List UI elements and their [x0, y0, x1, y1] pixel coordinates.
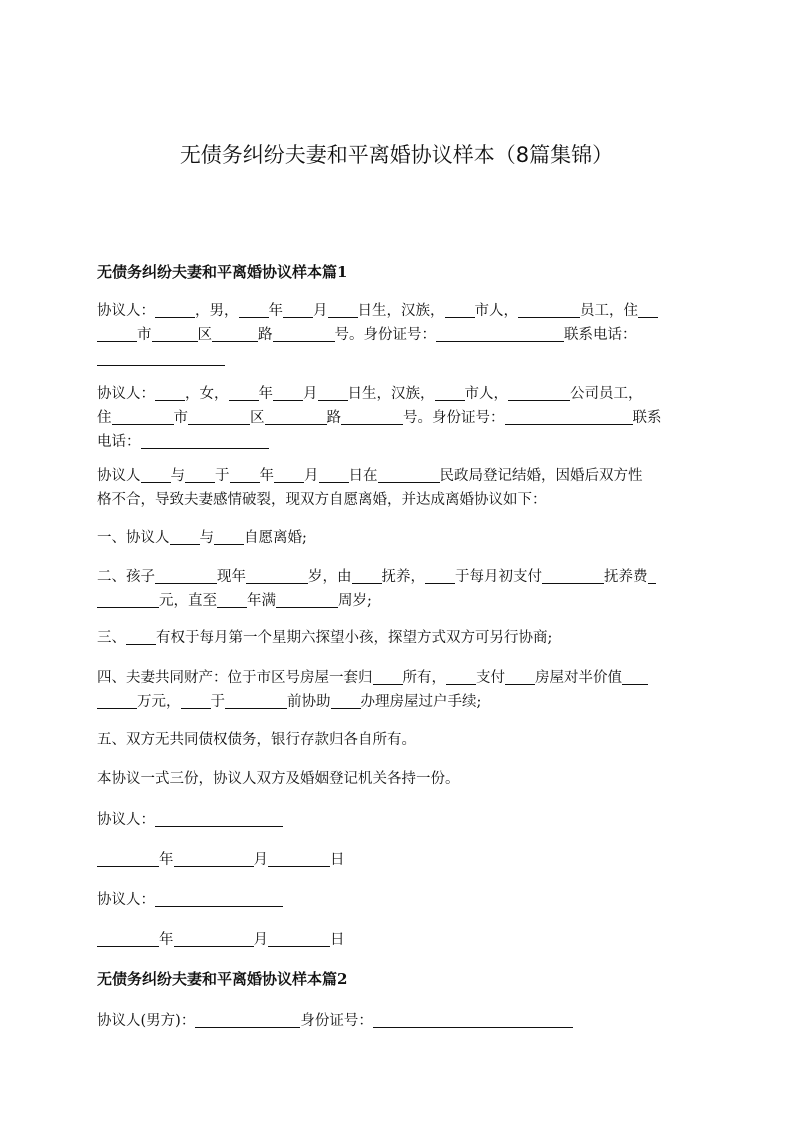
text-segment: 所有， — [402, 670, 446, 686]
blank-field — [225, 692, 287, 709]
blank-field — [265, 408, 327, 425]
blank-field — [446, 668, 476, 685]
blank-field — [331, 692, 361, 709]
text-segment: 日 — [330, 932, 345, 948]
text-segment: 民政局登记结婚，因婚后双方性 — [439, 468, 643, 484]
text-segment: 房屋对半价值 — [535, 670, 622, 686]
blank-field — [341, 408, 403, 425]
text-segment: 于 — [210, 694, 225, 710]
text-segment: 协议人： — [97, 386, 155, 402]
document-title: 无债务纠纷夫妻和平离婚协议样本（8篇集锦） — [179, 143, 614, 167]
blank-field — [505, 408, 633, 425]
blank-field — [622, 668, 648, 685]
blank-field — [648, 567, 656, 584]
blank-field — [97, 850, 159, 867]
blank-field — [373, 668, 403, 685]
text-segment: 路 — [258, 327, 273, 343]
text-segment: 号。身份证号： — [403, 410, 505, 426]
text-segment: 年满 — [247, 593, 276, 609]
text-segment: 抚养费 — [604, 569, 648, 585]
blank-field — [229, 384, 259, 401]
text-segment: 月 — [303, 386, 318, 402]
blank-field — [435, 384, 465, 401]
blank-field — [141, 432, 269, 449]
text-segment: 月 — [253, 852, 268, 868]
text-segment: 员工，住 — [580, 303, 638, 319]
party-man-paragraph — [97, 299, 701, 371]
text-segment: 区 — [197, 327, 212, 343]
text-segment: 自愿离婚; — [244, 530, 307, 546]
text-segment: 与 — [170, 468, 185, 484]
blank-field — [542, 567, 604, 584]
blank-field — [152, 325, 198, 342]
text-segment: 年 — [159, 852, 174, 868]
blank-field — [155, 301, 195, 318]
blank-field — [505, 668, 535, 685]
text-segment: 市 — [173, 410, 188, 426]
blank-field — [97, 349, 225, 366]
blank-field — [273, 384, 303, 401]
text-segment: 月 — [253, 932, 268, 948]
blank-field — [185, 466, 215, 483]
text-segment: 电话： — [97, 434, 141, 450]
blank-field — [328, 301, 358, 318]
blank-field — [246, 567, 308, 584]
text-segment: 公司员工， — [570, 386, 643, 402]
text-segment: 联系 — [632, 410, 662, 426]
blank-field — [188, 408, 250, 425]
text-segment: 岁，由 — [308, 569, 352, 585]
section-2-party-line — [97, 1009, 701, 1033]
clause-1 — [97, 526, 701, 550]
blank-field — [638, 301, 658, 318]
text-segment: 住 — [97, 410, 112, 426]
text-segment: 协议人： — [97, 892, 155, 908]
blank-field — [445, 301, 475, 318]
text-segment: 支付 — [476, 670, 505, 686]
blank-field — [425, 567, 455, 584]
blank-field — [518, 301, 580, 318]
text-segment: 抚养， — [381, 569, 425, 585]
section-1-heading: 无债务纠纷夫妻和平离婚协议样本篇1 — [97, 263, 348, 281]
text-segment: 区 — [250, 410, 265, 426]
blank-field — [97, 591, 159, 608]
blank-field — [268, 930, 330, 947]
text-segment: 四、夫妻共同财产：位于市区号房屋一套归 — [97, 670, 373, 686]
blank-field — [318, 384, 348, 401]
blank-field — [436, 325, 564, 342]
blank-field — [155, 384, 185, 401]
blank-field — [283, 301, 313, 318]
blank-field — [274, 466, 304, 483]
text-segment: 前协助 — [287, 694, 331, 710]
text-segment: 市 — [137, 327, 152, 343]
text-segment: 日在 — [348, 468, 378, 484]
blank-field — [155, 810, 283, 827]
blank-field — [174, 930, 254, 947]
text-segment: 市人， — [474, 303, 518, 319]
text-segment: 格不合，导致夫妻感情破裂，现双方自愿离婚，并达成离婚协议如下： — [97, 492, 547, 508]
text-segment: 有权于每月第一个星期六探望小孩，探望方式双方可另行协商; — [156, 630, 553, 646]
text-segment: 办理房屋过户手续; — [360, 694, 482, 710]
party-woman-paragraph — [97, 382, 701, 454]
text-segment: 二、孩子 — [97, 569, 155, 585]
text-segment: 协议人： — [97, 303, 155, 319]
date-line-1 — [97, 848, 701, 872]
text-segment: 年 — [259, 468, 274, 484]
clause-4 — [97, 666, 701, 714]
blank-field — [378, 466, 440, 483]
blank-field — [276, 591, 338, 608]
blank-field — [174, 850, 254, 867]
text-segment: 周岁; — [338, 593, 372, 609]
blank-field — [230, 466, 260, 483]
blank-field — [239, 301, 269, 318]
text-segment: 元，直至 — [159, 593, 217, 609]
copies-statement: 本协议一式三份，协议人双方及婚姻登记机关各持一份。 — [97, 771, 460, 787]
blank-field — [273, 325, 335, 342]
blank-field — [373, 1011, 573, 1028]
blank-field — [155, 567, 217, 584]
section-2-heading: 无债务纠纷夫妻和平离婚协议样本篇2 — [97, 970, 348, 988]
blank-field — [195, 1011, 300, 1028]
text-segment: 协议人 — [97, 468, 141, 484]
clause-5: 五、双方无共同债权债务，银行存款归各自所有。 — [97, 732, 416, 748]
text-segment: 号。身份证号： — [334, 327, 436, 343]
text-segment: 市人， — [464, 386, 508, 402]
text-segment: ，女， — [185, 386, 229, 402]
blank-field — [155, 890, 283, 907]
blank-field — [268, 850, 330, 867]
blank-field — [170, 528, 200, 545]
text-segment: 身份证号： — [300, 1013, 373, 1029]
text-segment: 于每月初支付 — [455, 569, 542, 585]
text-segment: 年 — [159, 932, 174, 948]
blank-field — [214, 528, 244, 545]
text-segment: 日生，汉族， — [357, 303, 445, 319]
blank-field — [97, 930, 159, 947]
clause-2 — [97, 565, 701, 613]
text-segment: 于 — [215, 468, 230, 484]
text-segment: 月 — [313, 303, 328, 319]
blank-field — [212, 325, 258, 342]
blank-field — [217, 591, 247, 608]
text-segment: 与 — [199, 530, 214, 546]
blank-field — [112, 408, 174, 425]
text-segment: 三、 — [97, 630, 126, 646]
blank-field — [319, 466, 349, 483]
signature-line-1 — [97, 808, 701, 832]
text-segment: 一、协议人 — [97, 530, 170, 546]
text-segment: 年 — [268, 303, 283, 319]
text-segment: 日 — [330, 852, 345, 868]
signature-line-2 — [97, 888, 701, 912]
text-segment: 月 — [304, 468, 319, 484]
blank-field — [181, 692, 211, 709]
text-segment: 现年 — [217, 569, 246, 585]
blank-field — [126, 628, 156, 645]
date-line-2 — [97, 928, 701, 952]
text-segment: 协议人： — [97, 812, 155, 828]
text-segment: 年 — [258, 386, 273, 402]
text-segment: ，男， — [195, 303, 239, 319]
blank-field — [508, 384, 570, 401]
text-segment: 路 — [326, 410, 341, 426]
text-segment: 万元， — [137, 694, 181, 710]
blank-field — [97, 325, 137, 342]
marriage-paragraph — [97, 464, 701, 512]
blank-field — [97, 692, 137, 709]
blank-field — [141, 466, 171, 483]
blank-field — [352, 567, 382, 584]
text-segment: 日生，汉族， — [347, 386, 435, 402]
text-segment: 联系电话： — [564, 327, 637, 343]
clause-3 — [97, 626, 701, 650]
text-segment: 协议人(男方)： — [97, 1013, 196, 1029]
